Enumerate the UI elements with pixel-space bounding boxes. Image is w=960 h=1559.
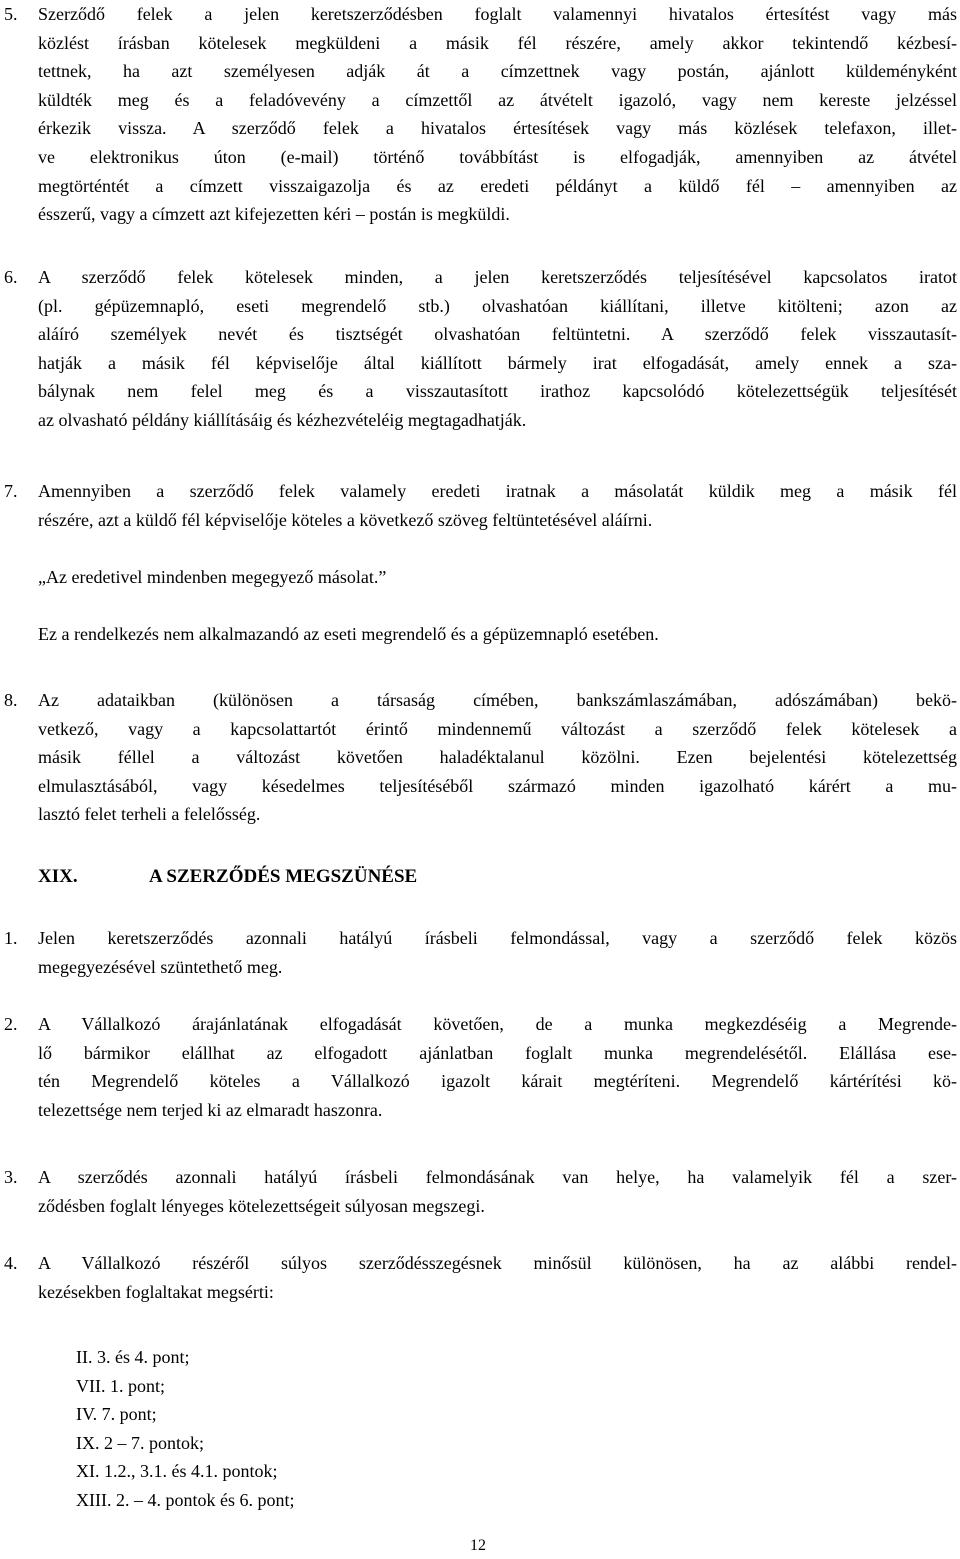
text-line: kezésekben foglaltakat megsérti: (38, 1281, 274, 1302)
text-line: lasztó felet terheli a felelősség. (38, 804, 261, 825)
clause-number: 2. (4, 1014, 18, 1034)
clause-number: 5. (4, 4, 18, 24)
section-title: A SZERZŐDÉS MEGSZÜNÉSE (149, 866, 418, 887)
clause-text (38, 263, 957, 435)
text-line: Amennyiben a szerződő felek valamely eredeti iratnak a másolatát küldik meg a másik fél (38, 481, 957, 501)
text-line: lő bármikor elállhat az elfogadott ajánlatban foglalt munka megrendelésétől. Elállása ese- (38, 1042, 957, 1063)
termination-clause-3 (4, 1163, 957, 1220)
clause-number: 6. (4, 267, 18, 287)
list-item: XI. 1.2., 3.1. és 4.1. pontok; (76, 1461, 278, 1482)
termination-clause-4 (4, 1249, 957, 1306)
list-item: II. 3. és 4. pont; (76, 1347, 190, 1367)
text-line: megegyezésével szüntethető meg. (38, 956, 283, 977)
text-line: Szerződő felek a jelen keretszerződésben foglalt valamennyi hivatalos értesítést vagy más (38, 4, 957, 24)
text-line: Az adataikban (különösen a társaság címében, bankszámlaszámában, adószámában) bekö- (38, 690, 957, 710)
termination-clause-2 (4, 1010, 957, 1124)
clause-text (38, 1249, 957, 1306)
clause-text (38, 924, 957, 981)
clause-number: 4. (4, 1253, 18, 1273)
text-line: ve elektronikus úton (e-mail) történő továbbítást is elfogadják, amennyiben az átvétel (38, 146, 957, 167)
text-line: A Vállalkozó árajánlatának elfogadását követően, de a munka megkezdéséig a Megrende- (38, 1014, 957, 1034)
text-line: másik féllel a változást követően haladéktalanul közölni. Ezen bejelentési kötelezettség (38, 747, 957, 768)
text-line: érkezik vissza. A szerződő felek a hivatalos értesítések vagy más közlések telefaxon, illet- (38, 118, 957, 139)
clause-text (38, 477, 957, 534)
text-line: ződésben foglalt lényeges kötelezettségeit súlyosan megszegi. (38, 1195, 485, 1216)
text-line: telezettsége nem terjed ki az elmaradt haszonra. (38, 1099, 383, 1120)
text-line: az olvasható példány kiállításáig és kézhezvételéig megtagadhatják. (38, 409, 527, 430)
clause-text (38, 686, 957, 829)
clause-5 (4, 0, 957, 229)
list-item: IX. 2 – 7. pontok; (76, 1432, 204, 1453)
page-number: 12 (470, 1537, 486, 1554)
clause-7 (4, 477, 957, 534)
text-line: vetkező, vagy a kapcsolattartót érintő mindennemű változást a szerződő felek kötelesek a (38, 718, 957, 739)
text-line: megtörténtét a címzett visszaigazolja és az eredeti példányt a küldő fél – amennyiben az (38, 175, 957, 196)
clause-7-note: Ez a rendelkezés nem alkalmazandó az eseti megrendelő és a gépüzemnapló esetében. (38, 624, 659, 644)
text-line: A Vállalkozó részéről súlyos szerződésszegésnek minősül különösen, ha az alábbi rendel- (38, 1253, 957, 1273)
text-line: Jelen keretszerződés azonnali hatályú írásbeli felmondással, vagy a szerződő felek közös (38, 928, 957, 948)
clause-text (38, 1163, 957, 1220)
text-line: (pl. gépüzemnapló, eseti megrendelő stb.) olvashatóan kiállítani, illetve kitölteni; azon az (38, 295, 957, 316)
text-line: tettnek, ha azt személyesen adják át a címzettnek vagy postán, ajánlott küldeményként (38, 61, 957, 82)
clause-text (38, 1010, 957, 1124)
termination-clause-1 (4, 924, 957, 981)
text-line: elmulasztásából, vagy késedelmes teljesítéséből származó minden igazolható kárért a mu- (38, 775, 957, 796)
list-item: VII. 1. pont; (76, 1375, 165, 1396)
clause-number: 8. (4, 690, 18, 710)
text-line: tén Megrendelő köteles a Vállalkozó igazolt kárait megtéríteni. Megrendelő kártérítési kö- (38, 1071, 957, 1092)
text-line: A szerződő felek kötelesek minden, a jelen keretszerződés teljesítésével kapcsolatos iratot (38, 267, 957, 287)
clause-8 (4, 686, 957, 829)
text-line: küldték meg és a feladóvevény a címzettől az átvételt igazoló, vagy nem kereste jelzéssel (38, 89, 957, 110)
clause-text (38, 0, 957, 229)
text-line: részére, azt a küldő fél képviselője köteles a következő szöveg feltüntetésével aláírni. (38, 509, 653, 530)
text-line: bálynak nem felel meg és a visszautasított irathoz kapcsolódó kötelezettségük teljesítését (38, 381, 957, 402)
quoted-certification-text: „Az eredetivel mindenben megegyező másolat.” (38, 567, 387, 587)
clause-number: 3. (4, 1167, 18, 1187)
clause-number: 1. (4, 928, 18, 948)
list-item: XIII. 2. – 4. pontok és 6. pont; (76, 1489, 295, 1510)
referenced-points-list (76, 1343, 294, 1515)
text-line: hatják a másik fél képviselője által kiállított bármely irat elfogadását, amely ennek a sza- (38, 352, 957, 373)
section-number: XIX. (38, 866, 78, 887)
text-line: aláíró személyek nevét és tisztségét olvashatóan feltüntetni. A szerződő felek visszautasít- (38, 324, 957, 345)
clause-number: 7. (4, 481, 18, 501)
text-line: közlést írásban kötelesek megküldeni a másik fél részére, amely akkor tekintendő kézbesí- (38, 32, 957, 53)
list-item: IV. 7. pont; (76, 1404, 157, 1425)
text-line: A szerződés azonnali hatályú írásbeli felmondásának van helye, ha valamelyik fél a szer- (38, 1167, 957, 1187)
text-line: ésszerű, vagy a címzett azt kifejezetten kéri – postán is megküldi. (38, 204, 510, 225)
clause-6 (4, 263, 957, 435)
section-heading (38, 863, 417, 891)
